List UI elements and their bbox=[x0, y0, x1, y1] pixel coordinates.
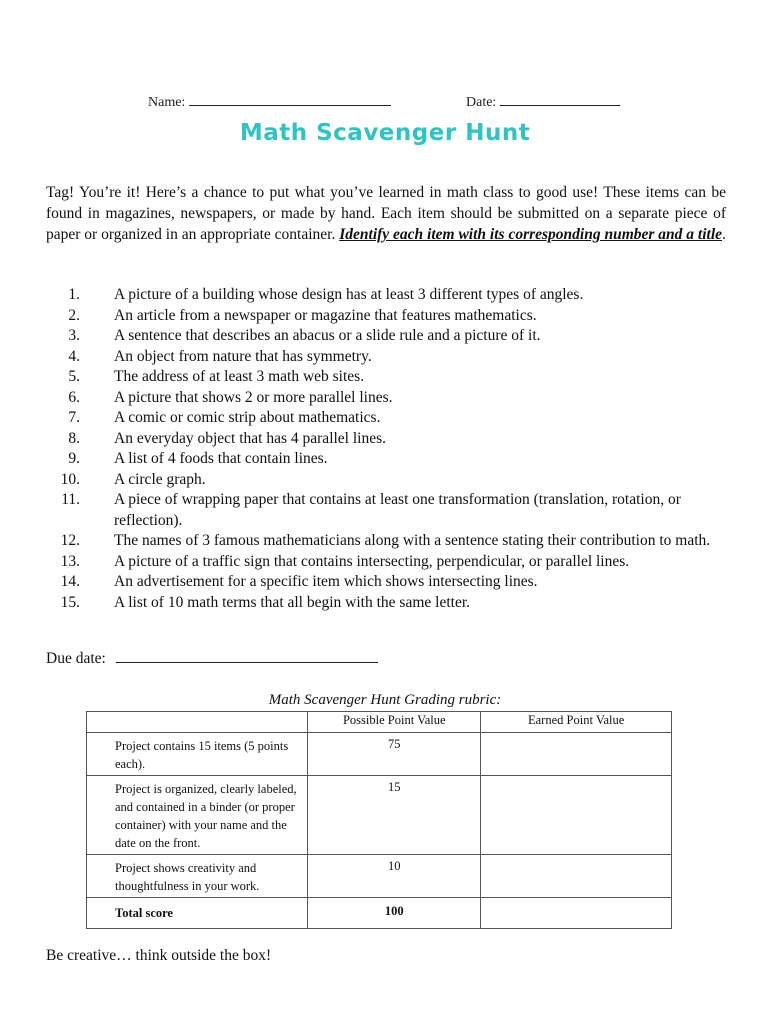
date-label: Date: bbox=[466, 95, 497, 110]
list-item-number: 12. bbox=[60, 532, 80, 549]
list-item-number: 15. bbox=[60, 593, 80, 611]
list-item bbox=[46, 388, 736, 409]
rubric-total-row bbox=[87, 898, 672, 929]
rubric-row bbox=[87, 855, 672, 898]
rubric-header-row bbox=[87, 712, 672, 733]
list-item bbox=[46, 347, 736, 368]
list-item-text: A comic or comic strip about mathematics. bbox=[114, 409, 381, 426]
name-field bbox=[148, 93, 391, 111]
page-title: Math Scavenger Hunt bbox=[239, 120, 531, 146]
list-item-number: 3. bbox=[68, 327, 80, 344]
list-item-number: 1. bbox=[68, 286, 80, 303]
due-date-line bbox=[46, 650, 378, 668]
list-item-text: An article from a newspaper or magazine that features mathematics. bbox=[114, 306, 537, 324]
list-item bbox=[46, 429, 736, 450]
due-date-label: Due date: bbox=[46, 650, 106, 667]
list-item bbox=[46, 531, 736, 552]
list-item-text: A circle graph. bbox=[114, 470, 206, 488]
rubric-possible: 75 bbox=[308, 733, 481, 776]
list-item bbox=[46, 326, 736, 347]
rubric-row bbox=[87, 776, 672, 855]
rubric-total-label: Total score bbox=[87, 898, 308, 929]
list-item-text: A picture of a building whose design has at least 3 different types of angles. bbox=[114, 286, 584, 303]
rubric-earned bbox=[481, 855, 672, 898]
rubric-row bbox=[87, 733, 672, 776]
list-item bbox=[46, 367, 736, 388]
list-item bbox=[46, 552, 736, 573]
list-item-text: A sentence that describes an abacus or a slide rule and a picture of it. bbox=[114, 327, 541, 344]
list-item-text: The names of 3 famous mathematicians along with a sentence stating their contribution to math. bbox=[114, 532, 711, 549]
rubric-table bbox=[86, 711, 672, 929]
list-item-text: A picture that shows 2 or more parallel lines. bbox=[114, 388, 393, 406]
date-field bbox=[466, 93, 620, 111]
rubric-earned bbox=[481, 733, 672, 776]
list-item bbox=[46, 593, 736, 614]
list-item bbox=[46, 572, 736, 593]
list-item bbox=[46, 408, 736, 429]
closing-text: Be creative… think outside the box! bbox=[46, 947, 272, 964]
rubric-total-possible: 100 bbox=[308, 898, 481, 929]
rubric-criterion: Project contains 15 items (5 points each). bbox=[87, 733, 308, 776]
intro-emphasis: Identify each item with its corresponding number and a title bbox=[339, 226, 723, 243]
rubric-total-earned bbox=[481, 898, 672, 929]
list-item-number: 9. bbox=[68, 450, 80, 467]
list-item-number: 10. bbox=[60, 470, 80, 488]
intro-text: Tag! You’re it! Here’s a chance to put what you’ve learned in math class to good use! These items can be found in magazines, newspapers, or made by hand. Each item should be submitted on a separate piece of paper or organized in an appropriate container. bbox=[46, 184, 726, 243]
rubric-possible: 10 bbox=[308, 855, 481, 898]
rubric-criterion: Project shows creativity and thoughtfulness in your work. bbox=[87, 855, 308, 898]
list-item-text: An object from nature that has symmetry. bbox=[114, 347, 372, 365]
list-item-number: 11. bbox=[61, 491, 80, 508]
list-item bbox=[46, 470, 736, 491]
list-item-number: 14. bbox=[60, 573, 80, 590]
intro-end: . bbox=[722, 226, 726, 243]
due-date-blank bbox=[116, 650, 378, 663]
list-item-number: 6. bbox=[68, 388, 80, 406]
rubric-header-criterion bbox=[87, 712, 308, 733]
list-item-number: 5. bbox=[68, 368, 80, 385]
rubric-header-possible: Possible Point Value bbox=[308, 712, 481, 733]
rubric-title: Math Scavenger Hunt Grading rubric: bbox=[268, 692, 502, 708]
list-item-text: An advertisement for a specific item which shows intersecting lines. bbox=[114, 573, 538, 590]
name-label: Name: bbox=[148, 95, 186, 110]
list-item-text: A picture of a traffic sign that contains intersecting, perpendicular, or parallel lines. bbox=[114, 552, 630, 570]
list-item bbox=[46, 306, 736, 327]
rubric-header-earned: Earned Point Value bbox=[481, 712, 672, 733]
list-item-number: 7. bbox=[68, 409, 80, 426]
list-item bbox=[46, 449, 736, 470]
list-item-text: The address of at least 3 math web sites. bbox=[114, 368, 365, 385]
list-item-number: 13. bbox=[60, 552, 80, 570]
list-item-text: A list of 4 foods that contain lines. bbox=[114, 450, 328, 467]
list-item-text: A piece of wrapping paper that contains at least one transformation (translation, rotation, or reflection). bbox=[114, 491, 681, 529]
list-item bbox=[46, 490, 736, 531]
rubric-criterion: Project is organized, clearly labeled, and contained in a binder (or proper container) with your name and the date on the front. bbox=[87, 776, 308, 855]
name-blank bbox=[189, 93, 391, 106]
list-item-number: 8. bbox=[68, 429, 80, 447]
list-item-number: 4. bbox=[68, 347, 80, 365]
intro-paragraph bbox=[46, 182, 726, 245]
list-item-text: An everyday object that has 4 parallel lines. bbox=[114, 429, 387, 447]
date-blank bbox=[500, 93, 620, 106]
rubric-earned bbox=[481, 776, 672, 855]
item-list bbox=[46, 285, 736, 613]
list-item bbox=[46, 285, 736, 306]
list-item-number: 2. bbox=[68, 306, 80, 324]
list-item-text: A list of 10 math terms that all begin with the same letter. bbox=[114, 593, 471, 611]
rubric-possible: 15 bbox=[308, 776, 481, 855]
